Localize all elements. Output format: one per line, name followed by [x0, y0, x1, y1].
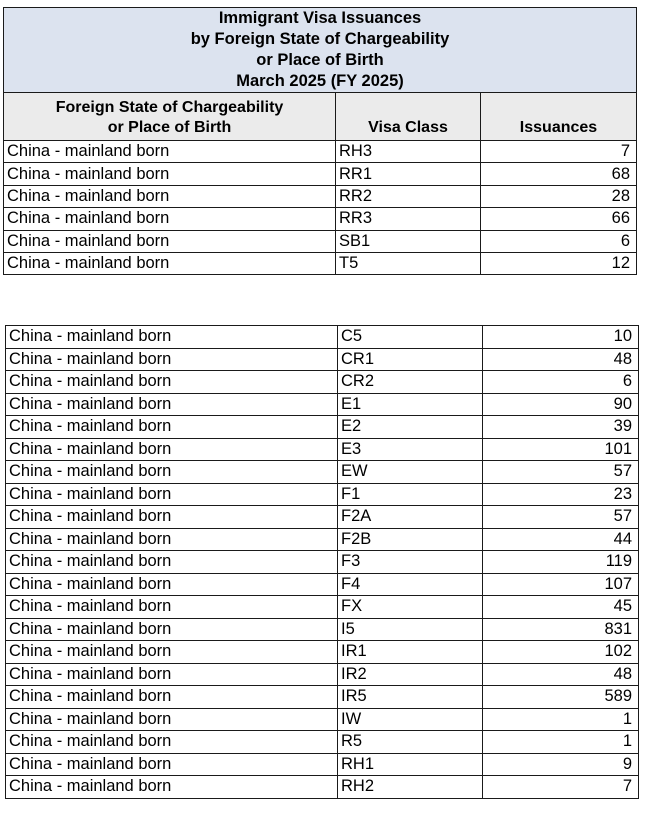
- issuances-cell: 589: [483, 686, 639, 709]
- table-row: [6, 753, 639, 776]
- place-cell: China - mainland born: [4, 141, 336, 163]
- header-visa-class: Visa Class: [336, 93, 481, 141]
- place-cell: China - mainland born: [6, 776, 338, 799]
- visa-class-cell: F2A: [338, 506, 483, 529]
- issuances-cell: 28: [481, 185, 637, 207]
- issuances-cell: 48: [483, 663, 639, 686]
- issuances-cell: 119: [483, 551, 639, 574]
- issuances-cell: 1: [483, 731, 639, 754]
- place-cell: China - mainland born: [4, 230, 336, 252]
- table-row: [6, 573, 639, 596]
- column-header-row: [4, 93, 637, 141]
- title-line-1: Immigrant Visa Issuances: [218, 9, 422, 27]
- visa-class-cell: RR2: [336, 185, 481, 207]
- place-cell: China - mainland born: [6, 618, 338, 641]
- issuances-cell: 10: [483, 326, 639, 349]
- issuances-cell: 23: [483, 483, 639, 506]
- table-row: [6, 348, 639, 371]
- header-issuances: Issuances: [481, 93, 637, 141]
- table-row: [6, 641, 639, 664]
- title-line-2: by Foreign State of Chargeability: [190, 30, 450, 48]
- place-cell: China - mainland born: [4, 208, 336, 230]
- header-place-of-birth: [4, 93, 336, 141]
- place-cell: China - mainland born: [6, 551, 338, 574]
- visa-class-cell: RH2: [338, 776, 483, 799]
- place-cell: China - mainland born: [6, 663, 338, 686]
- visa-class-cell: I5: [338, 618, 483, 641]
- visa-class-cell: FX: [338, 596, 483, 619]
- issuance-table-top: [3, 7, 637, 275]
- table-row: [4, 163, 637, 185]
- table-row: [6, 596, 639, 619]
- table-row: [4, 208, 637, 230]
- visa-class-cell: E3: [338, 438, 483, 461]
- issuances-cell: 12: [481, 252, 637, 274]
- issuances-cell: 102: [483, 641, 639, 664]
- place-cell: China - mainland born: [6, 506, 338, 529]
- issuances-cell: 66: [481, 208, 637, 230]
- issuances-cell: 101: [483, 438, 639, 461]
- issuances-cell: 9: [483, 753, 639, 776]
- title-line-3: or Place of Birth: [256, 51, 384, 69]
- issuances-cell: 107: [483, 573, 639, 596]
- visa-class-cell: IR5: [338, 686, 483, 709]
- issuances-cell: 45: [483, 596, 639, 619]
- table-row: [4, 141, 637, 163]
- place-cell: China - mainland born: [4, 185, 336, 207]
- issuances-cell: 39: [483, 416, 639, 439]
- issuances-cell: 48: [483, 348, 639, 371]
- issuances-cell: 6: [483, 371, 639, 394]
- visa-class-cell: F2B: [338, 528, 483, 551]
- visa-class-cell: CR2: [338, 371, 483, 394]
- bottom-rows: [6, 326, 639, 799]
- table-row: [6, 461, 639, 484]
- table-title: [4, 8, 637, 93]
- visa-class-cell: IR1: [338, 641, 483, 664]
- visa-class-cell: IW: [338, 708, 483, 731]
- issuances-cell: 68: [481, 163, 637, 185]
- place-cell: China - mainland born: [6, 686, 338, 709]
- place-cell: China - mainland born: [6, 393, 338, 416]
- header-place-line-1: Foreign State of Chargeability: [55, 99, 284, 116]
- visa-class-cell: RR1: [336, 163, 481, 185]
- table-row: [6, 686, 639, 709]
- visa-class-cell: CR1: [338, 348, 483, 371]
- place-cell: China - mainland born: [4, 252, 336, 274]
- visa-class-cell: R5: [338, 731, 483, 754]
- visa-class-cell: C5: [338, 326, 483, 349]
- issuances-cell: 90: [483, 393, 639, 416]
- place-cell: China - mainland born: [6, 596, 338, 619]
- place-cell: China - mainland born: [4, 163, 336, 185]
- table-row: [6, 393, 639, 416]
- issuances-cell: 44: [483, 528, 639, 551]
- issuances-cell: 57: [483, 461, 639, 484]
- place-cell: China - mainland born: [6, 348, 338, 371]
- place-cell: China - mainland born: [6, 731, 338, 754]
- table-row: [6, 708, 639, 731]
- issuances-cell: 1: [483, 708, 639, 731]
- place-cell: China - mainland born: [6, 753, 338, 776]
- table-row: [6, 371, 639, 394]
- table-row: [6, 663, 639, 686]
- table-row: [6, 551, 639, 574]
- issuances-cell: 7: [481, 141, 637, 163]
- visa-class-cell: F3: [338, 551, 483, 574]
- visa-class-cell: RH3: [336, 141, 481, 163]
- place-cell: China - mainland born: [6, 461, 338, 484]
- table-row: [6, 618, 639, 641]
- table-row: [6, 731, 639, 754]
- visa-class-cell: RR3: [336, 208, 481, 230]
- table-row: [6, 506, 639, 529]
- visa-class-cell: IR2: [338, 663, 483, 686]
- place-cell: China - mainland born: [6, 573, 338, 596]
- top-rows: [4, 141, 637, 275]
- place-cell: China - mainland born: [6, 326, 338, 349]
- issuance-table-bottom: [5, 325, 639, 799]
- issuances-cell: 57: [483, 506, 639, 529]
- visa-class-cell: E2: [338, 416, 483, 439]
- table-row: [6, 416, 639, 439]
- visa-class-cell: F4: [338, 573, 483, 596]
- issuances-cell: 6: [481, 230, 637, 252]
- table-row: [6, 438, 639, 461]
- table-row: [4, 252, 637, 274]
- visa-class-cell: F1: [338, 483, 483, 506]
- table-row: [6, 776, 639, 799]
- visa-class-cell: T5: [336, 252, 481, 274]
- table-row: [4, 230, 637, 252]
- place-cell: China - mainland born: [6, 708, 338, 731]
- issuances-cell: 7: [483, 776, 639, 799]
- place-cell: China - mainland born: [6, 528, 338, 551]
- place-cell: China - mainland born: [6, 438, 338, 461]
- table-row: [6, 326, 639, 349]
- title-line-4: March 2025 (FY 2025): [236, 72, 404, 90]
- visa-class-cell: EW: [338, 461, 483, 484]
- issuances-cell: 831: [483, 618, 639, 641]
- visa-class-cell: RH1: [338, 753, 483, 776]
- place-cell: China - mainland born: [6, 416, 338, 439]
- place-cell: China - mainland born: [6, 641, 338, 664]
- header-place-line-2: or Place of Birth: [107, 119, 232, 136]
- table-row: [6, 483, 639, 506]
- visa-class-cell: SB1: [336, 230, 481, 252]
- place-cell: China - mainland born: [6, 371, 338, 394]
- visa-class-cell: E1: [338, 393, 483, 416]
- table-row: [6, 528, 639, 551]
- place-cell: China - mainland born: [6, 483, 338, 506]
- table-row: [4, 185, 637, 207]
